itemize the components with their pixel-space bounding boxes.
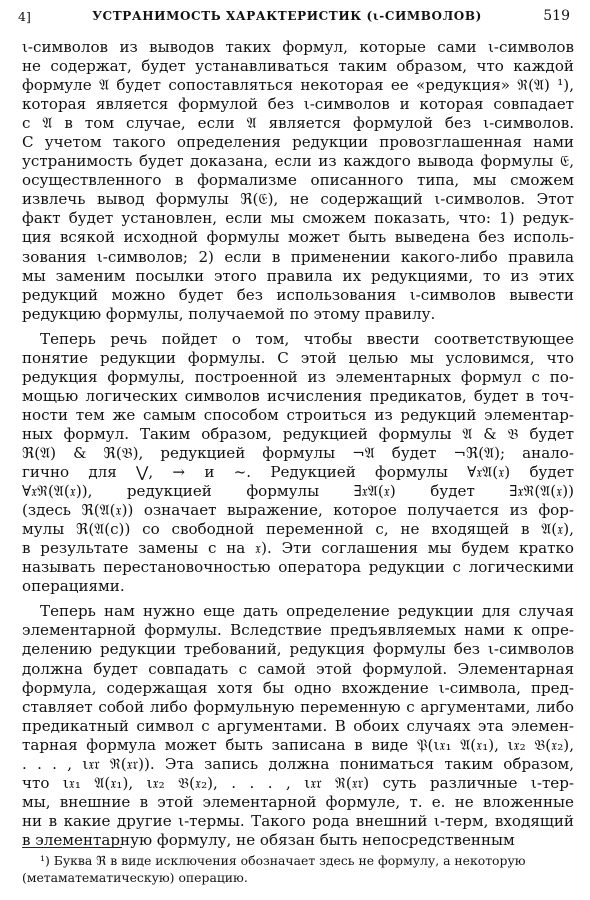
text-line: Теперь нам нужно еще дать определение редукции для случая xyxy=(40,602,574,621)
text-line: элементарной формулы. Вследствие предъявляемых нами к опре- xyxy=(22,621,574,640)
text-line: гично для ⋁, → и ~. Редукцией формулы ∀𝔵𝔄(𝔵) будет xyxy=(22,463,574,482)
running-header xyxy=(18,6,570,26)
text-line: ι-символов из выводов таких формул, которые сами ι-символов xyxy=(22,38,574,56)
section-number: 4] xyxy=(18,8,31,24)
text-line: делению редукции требований, редукция формулы без ι-символов xyxy=(22,640,574,659)
text-line: мы заменим посылки этого правила их редукциями, то из этих xyxy=(22,266,574,285)
text-line: в элементарную формулу, не обязан быть непосредственным xyxy=(22,830,515,849)
text-line: называть перестановочностью оператора редукции с логическими xyxy=(22,558,574,577)
text-line: должна будет совпадать с самой этой формулой. Элементарная xyxy=(22,659,574,678)
text-line: извлечь вывод формулы ℜ(𝔈), не содержащий ι-символов. Этот xyxy=(22,190,574,209)
text-line: мы, внешние в этой элементарной формуле, т. е. не вложенные xyxy=(22,792,574,811)
footnote-line: ¹) Буква ℜ в виде исключения обозначает здесь не формулу, а некоторую xyxy=(40,853,526,868)
text-line: (здесь ℜ(𝔄(𝔵)) означает выражение, которое получается из фор- xyxy=(22,501,574,520)
text-line: ни в какие другие ι-термы. Такого рода внешний ι-терм, входящий xyxy=(22,811,574,830)
text-line: операциями. xyxy=(22,577,125,596)
paragraph xyxy=(22,330,574,597)
text-line: с 𝔄 в том случае, если 𝔄 является формулой без ι-символов. xyxy=(22,114,574,133)
page-number: 519 xyxy=(543,8,570,24)
paragraph xyxy=(22,602,574,850)
text-line: ℜ(𝔄) & ℜ(𝔅), редукцией формулы ¬𝔄 будет ¬ℜ(𝔄); анало- xyxy=(22,443,574,462)
text-line: . . . , ι𝔵𝔯 ℜ(𝔵𝔯)). Эта запись должна пониматься таким образом, xyxy=(22,754,574,773)
footnote-line: (метаматематическую) операцию. xyxy=(22,870,248,885)
text-line: ция всякой исходной формулы может быть выведена без исполь- xyxy=(22,228,574,247)
page-body xyxy=(22,38,574,850)
text-line: устранимость будет доказана, если из каждого вывода формулы 𝔈, xyxy=(22,152,574,171)
running-title: УСТРАНИМОСТЬ ХАРАКТЕРИСТИК (ι-СИМВОЛОВ) xyxy=(92,9,482,23)
paragraph xyxy=(22,38,574,324)
text-line: ных формул. Таким образом, редукцией формулы 𝔄 & 𝔅 будет xyxy=(22,424,574,443)
text-line: редукция формулы, построенной из элементарных формул с по- xyxy=(22,367,574,386)
text-line: тарная формула может быть записана в виде 𝔓(ι𝔵₁ 𝔄(𝔵₁), ι𝔵₂ 𝔅(𝔵₂), xyxy=(22,735,574,754)
text-line: понятие редукции формулы. С этой целью мы условимся, что xyxy=(22,348,574,367)
text-line: которая является формулой без ι-символов и которая совпадает xyxy=(22,95,574,114)
text-line: не содержат, будет устанавливаться таким образом, что каждой xyxy=(22,57,574,76)
text-line: редукцию формулы, получаемой по этому правилу. xyxy=(22,304,436,323)
text-line: ности тем же самым способом строиться из редукций элементар- xyxy=(22,405,574,424)
text-line: мулы ℜ(𝔄(c)) со свободной переменной c, не входящей в 𝔄(𝔵), xyxy=(22,520,574,539)
text-line: факт будет установлен, если мы сможем показать, что: 1) редук- xyxy=(22,209,574,228)
text-line: ставляет собой либо формульную переменную с аргументами, либо xyxy=(22,697,574,716)
text-line: в результате замены c на 𝔵). Эти соглашения мы будем кратко xyxy=(22,539,574,558)
text-line: осуществленного в формализме описанного типа, мы сможем xyxy=(22,171,574,190)
text-line: мощью логических символов исчисления предикатов, будет в точ- xyxy=(22,386,574,405)
text-line: что ι𝔵₁ 𝔄(𝔵₁), ι𝔵₂ 𝔅(𝔵₂), . . . , ι𝔵𝔯 ℜ(𝔵𝔯) суть различные ι-тер- xyxy=(22,773,574,792)
text-line: С учетом такого определения редукции провозглашенная нами xyxy=(22,133,574,152)
text-line: формуле 𝔄 будет сопоставляться некоторая ее «редукция» ℜ(𝔄) ¹), xyxy=(22,76,574,95)
text-line: ∀𝔵ℜ(𝔄(𝔵)), редукцией формулы ∃𝔵𝔄(𝔵) будет ∃𝔵ℜ(𝔄(𝔵)) xyxy=(22,482,574,501)
footnote-rule xyxy=(22,847,122,848)
text-line: редукций можно будет без использования ι-символов вывести xyxy=(22,285,574,304)
text-line: зования ι-символов; 2) если в применении какого-либо правила xyxy=(22,247,574,266)
text-line: Теперь речь пойдет о том, чтобы ввести соответствующее xyxy=(40,329,574,348)
footnote xyxy=(22,852,574,886)
text-line: формула, содержащая хотя бы одно вхождение ι-символа, пред- xyxy=(22,678,574,697)
text-line: предикатный символ с аргументами. В обоих случаях эта элемен- xyxy=(22,716,574,735)
